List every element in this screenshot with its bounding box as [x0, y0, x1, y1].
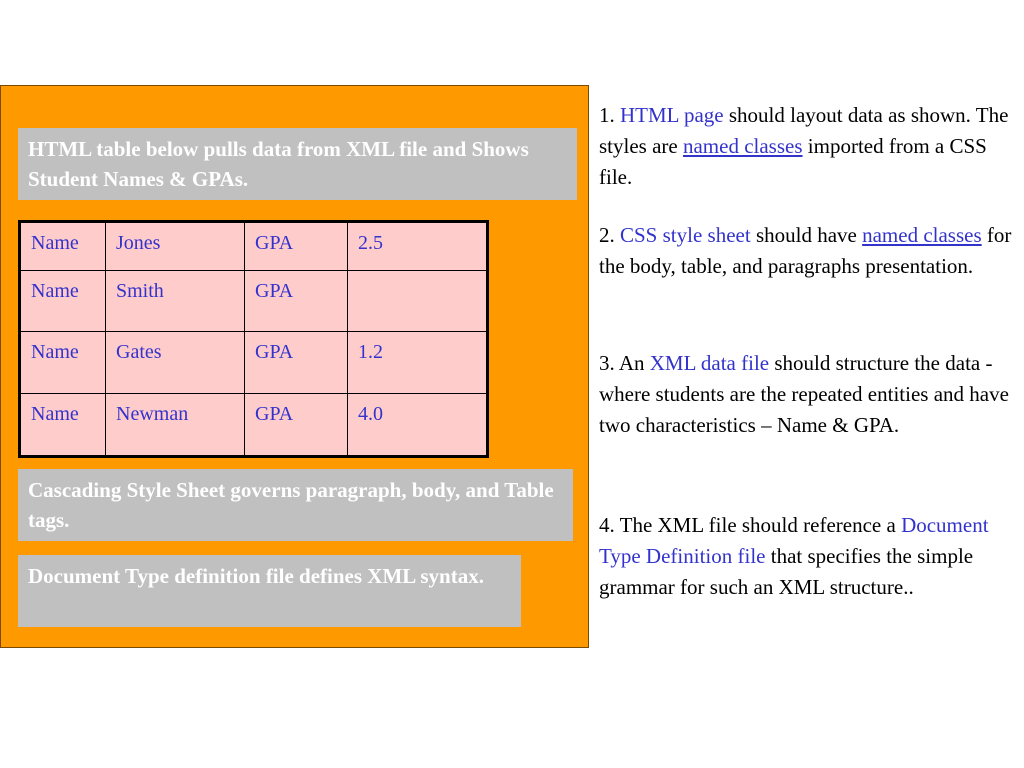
- students-table: [18, 220, 489, 458]
- note-text: 2.: [599, 223, 620, 247]
- keyword-xml-data-file: XML data file: [649, 351, 770, 375]
- cell-name: Jones: [106, 222, 245, 271]
- keyword-html-page: HTML page: [620, 103, 724, 127]
- note-text: should have: [750, 223, 863, 247]
- cell-label: Name: [20, 332, 106, 394]
- note-text: 1.: [599, 103, 620, 127]
- cell-name: Gates: [106, 332, 245, 394]
- table-row: [20, 332, 488, 394]
- cell-label: GPA: [245, 394, 348, 457]
- keyword-css-style-sheet: CSS style sheet: [620, 223, 751, 247]
- note-text: for the body, table, and paragraphs presentation.: [599, 223, 1012, 278]
- requirement-4: [599, 510, 1019, 603]
- cell-name: Smith: [106, 271, 245, 332]
- orange-panel: [0, 85, 589, 648]
- cell-label: GPA: [245, 332, 348, 394]
- cell-label: Name: [20, 394, 106, 457]
- keyword-dtd-file: Document Type Definition file: [599, 513, 989, 568]
- caption-html-table: HTML table below pulls data from XML file and Shows Student Names & GPAs.: [18, 128, 577, 200]
- caption-dtd: Document Type definition file defines XML syntax.: [18, 555, 521, 627]
- note-text: 3. An: [599, 351, 650, 375]
- table-row: [20, 394, 488, 457]
- cell-gpa: 4.0: [348, 394, 488, 457]
- requirement-3: [599, 348, 1019, 441]
- cell-gpa: [348, 271, 488, 332]
- cell-name: Newman: [106, 394, 245, 457]
- requirement-2: [599, 220, 1019, 282]
- cell-gpa: 1.2: [348, 332, 488, 394]
- note-text: imported from a CSS file.: [599, 134, 987, 189]
- table-row: [20, 271, 488, 332]
- named-classes-link[interactable]: named classes: [682, 134, 803, 158]
- cell-label: GPA: [245, 271, 348, 332]
- table-row: [20, 222, 488, 271]
- note-text: 4. The XML file should reference a: [599, 513, 902, 537]
- requirement-1: [599, 100, 1019, 193]
- cell-gpa: 2.5: [348, 222, 488, 271]
- note-text: should structure the data - where students are the repeated entities and have two characteristics – Name & GPA.: [599, 351, 1009, 437]
- named-classes-link[interactable]: named classes: [862, 223, 982, 247]
- note-text: that specifies the simple grammar for such an XML structure..: [599, 544, 974, 599]
- cell-label: Name: [20, 222, 106, 271]
- note-text: should layout data as shown. The styles are: [599, 103, 1009, 158]
- cell-label: GPA: [245, 222, 348, 271]
- caption-css: Cascading Style Sheet governs paragraph, body, and Table tags.: [18, 469, 573, 541]
- cell-label: Name: [20, 271, 106, 332]
